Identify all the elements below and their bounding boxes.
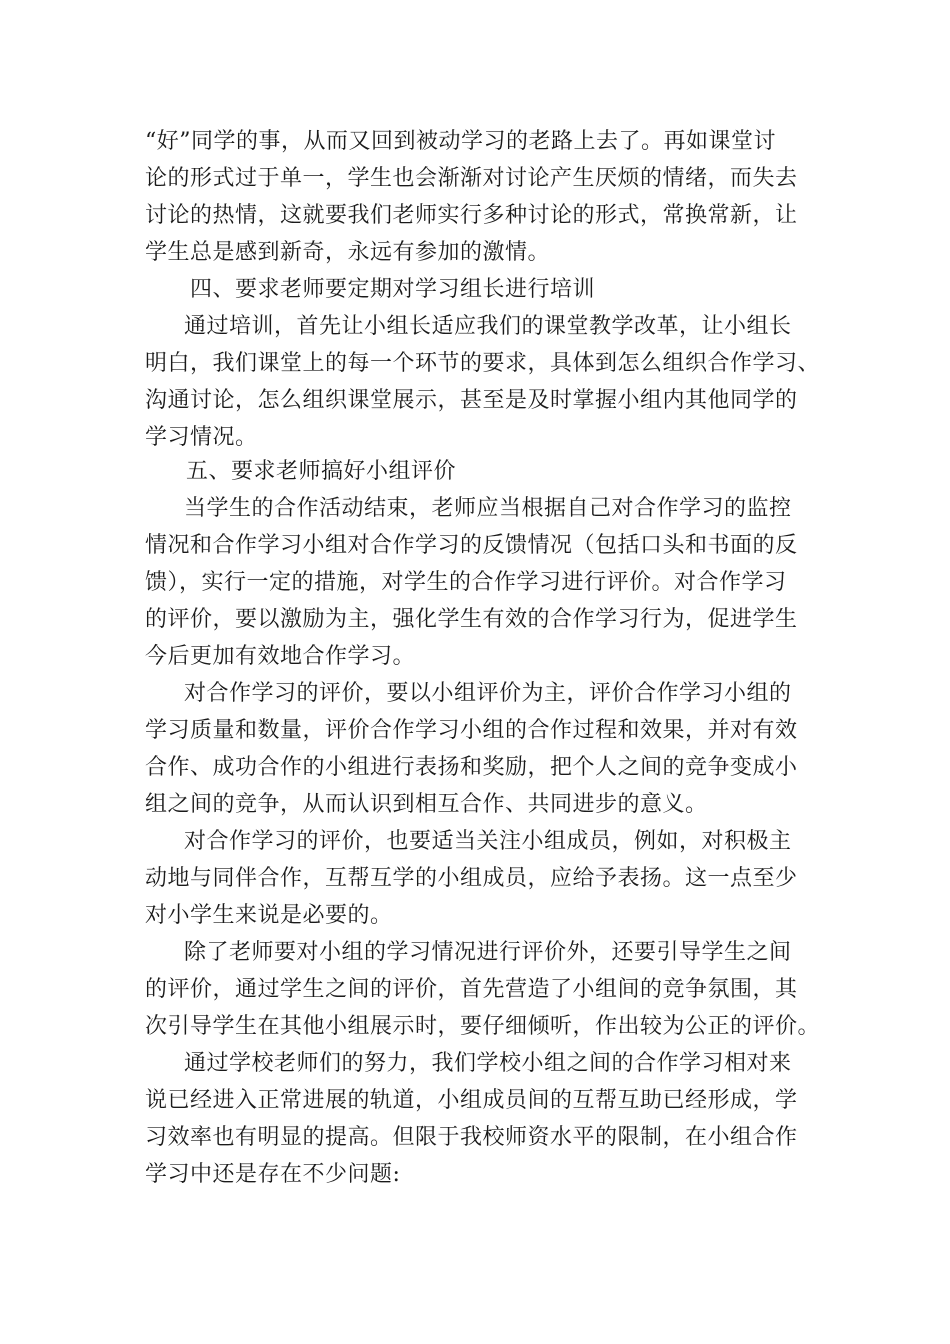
text-line: 对合作学习的评价，也要适当关注小组成员，例如，对积极主 xyxy=(184,829,792,854)
text-line: 次引导学生在其他小组展示时，要仔细倾听，作出较为公正的评价。 xyxy=(145,1014,821,1039)
text-line: “好”同学的事，从而又回到被动学习的老路上去了。再如课堂讨 xyxy=(145,129,776,154)
text-line: 对小学生来说是必要的。 xyxy=(145,903,393,928)
section-heading: 五、要求老师搞好小组评价 xyxy=(186,459,457,484)
text-line: 论的形式过于单一，学生也会渐渐对讨论产生厌烦的情绪，而失去 xyxy=(145,166,798,191)
text-line: 学习质量和数量，评价合作学习小组的合作过程和效果，并对有效 xyxy=(145,718,798,743)
text-line: 沟通讨论，怎么组织课堂展示，甚至是及时掌握小组内其他同学的 xyxy=(145,388,798,413)
text-line: 说已经进入正常进展的轨道，小组成员间的互帮互助已经形成，学 xyxy=(145,1088,798,1113)
text-line: 馈），实行一定的措施，对学生的合作学习进行评价。对合作学习 xyxy=(145,570,787,595)
text-line: 对合作学习的评价，要以小组评价为主，评价合作学习小组的 xyxy=(184,681,792,706)
text-line: 通过学校老师们的努力，我们学校小组之间的合作学习相对来 xyxy=(184,1051,792,1076)
text-line: 学习中还是存在不少问题: xyxy=(145,1162,401,1187)
text-line: 的评价，通过学生之间的评价，首先营造了小组间的竞争氛围，其 xyxy=(145,977,798,1002)
text-line: 通过培训，首先让小组长适应我们的课堂教学改革，让小组长 xyxy=(184,314,792,339)
text-line: 讨论的热情，这就要我们老师实行多种讨论的形式，常换常新，让 xyxy=(145,203,798,228)
text-line: 的评价，要以激励为主，强化学生有效的合作学习行为，促进学生 xyxy=(145,607,798,632)
section-heading: 四、要求老师要定期对学习组长进行培训 xyxy=(190,277,596,302)
text-line: 学生总是感到新奇，永远有参加的激情。 xyxy=(145,240,551,265)
text-line: 除了老师要对小组的学习情况进行评价外，还要引导学生之间 xyxy=(184,940,792,965)
text-line: 合作、成功合作的小组进行表扬和奖励，把个人之间的竞争变成小 xyxy=(145,755,798,780)
text-line: 学习情况。 xyxy=(145,425,258,450)
text-line: 今后更加有效地合作学习。 xyxy=(145,644,416,669)
text-line: 习效率也有明显的提高。但限于我校师资水平的限制，在小组合作 xyxy=(145,1125,798,1150)
text-line: 动地与同伴合作，互帮互学的小组成员，应给予表扬。这一点至少 xyxy=(145,866,798,891)
text-line: 组之间的竞争，从而认识到相互合作、共同进步的意义。 xyxy=(145,792,708,817)
text-line: 当学生的合作活动结束，老师应当根据自己对合作学习的监控 xyxy=(184,496,792,521)
text-line: 明白，我们课堂上的每一个环节的要求，具体到怎么组织合作学习、 xyxy=(145,351,821,376)
text-line: 情况和合作学习小组对合作学习的反馈情况（包括口头和书面的反 xyxy=(145,533,798,558)
